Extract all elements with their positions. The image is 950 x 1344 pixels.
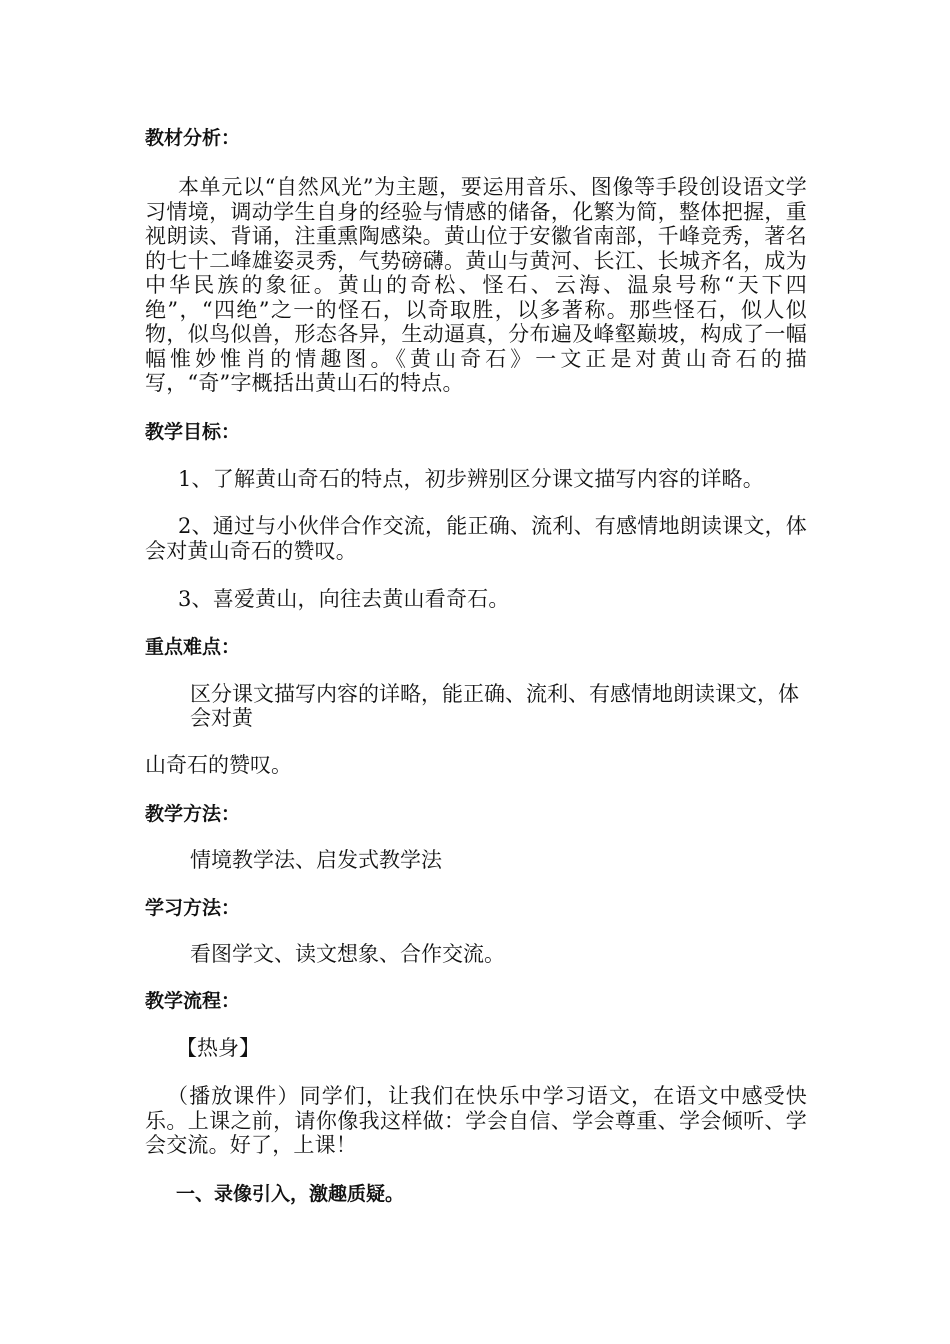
- warmup-label: 【热身】: [176, 1036, 260, 1060]
- key-points-heading: 重点难点：: [145, 636, 241, 658]
- teaching-method-heading: 教学方法：: [145, 803, 241, 825]
- learning-method-text: 看图学文、读文想象、合作交流。: [190, 942, 505, 966]
- process-heading: 教学流程：: [145, 990, 241, 1012]
- goal-item-3: 3、喜爱黄山，向往去黄山看奇石。: [178, 587, 510, 611]
- teaching-method-text: 情境教学法、启发式教学法: [190, 848, 442, 872]
- analysis-heading: 教材分析：: [145, 127, 241, 149]
- key-points-line-3: 山奇石的赞叹。: [145, 753, 292, 777]
- warmup-paragraph: （播放课件）同学们，让我们在快乐中学习语文，在语文中感受快乐。上课之前，请你像我这样做：学会自信、学会尊重、学会倾听、学会交流。好了，上课！: [145, 1084, 807, 1157]
- goals-heading: 教学目标：: [145, 421, 241, 443]
- goal-item-2: 2、通过与小伙伴合作交流，能正确、流利、有感情地朗读课文，体会对黄山奇石的赞叹。: [145, 514, 807, 563]
- key-points-line-2: 会对黄: [190, 706, 253, 730]
- goal-item-1: 1、了解黄山奇石的特点，初步辨别区分课文描写内容的详略。: [178, 467, 764, 491]
- step-1-heading: 一、录像引入，激趣质疑。: [176, 1183, 405, 1205]
- key-points-line-1: 区分课文描写内容的详略，能正确、流利、有感情地朗读课文，体: [190, 682, 799, 706]
- analysis-paragraph: 本单元以“自然风光”为主题，要运用音乐、图像等手段创设语文学习情境，调动学生自身的经验与情感的储备，化繁为简，整体把握，重视朗读、背诵，注重熏陶感染。黄山位于安徽省南部，千峰竞秀，著名的七十二峰雄姿灵秀，气势磅礴。黄山与黄河、长江、长城齐名，成为中华民族的象征。黄山的奇松、怪石、云海、温泉号称“天下四绝”，“四绝”之一的怪石，以奇取胜，以多著称。那些怪石，似人似物，似鸟似兽，形态各异，生动逼真，分布遍及峰壑巅坡，构成了一幅幅惟妙惟肖的情趣图。《黄山奇石》一文正是对黄山奇石的描写，“奇”字概括出黄山石的特点。: [145, 175, 807, 395]
- learning-method-heading: 学习方法：: [145, 897, 241, 919]
